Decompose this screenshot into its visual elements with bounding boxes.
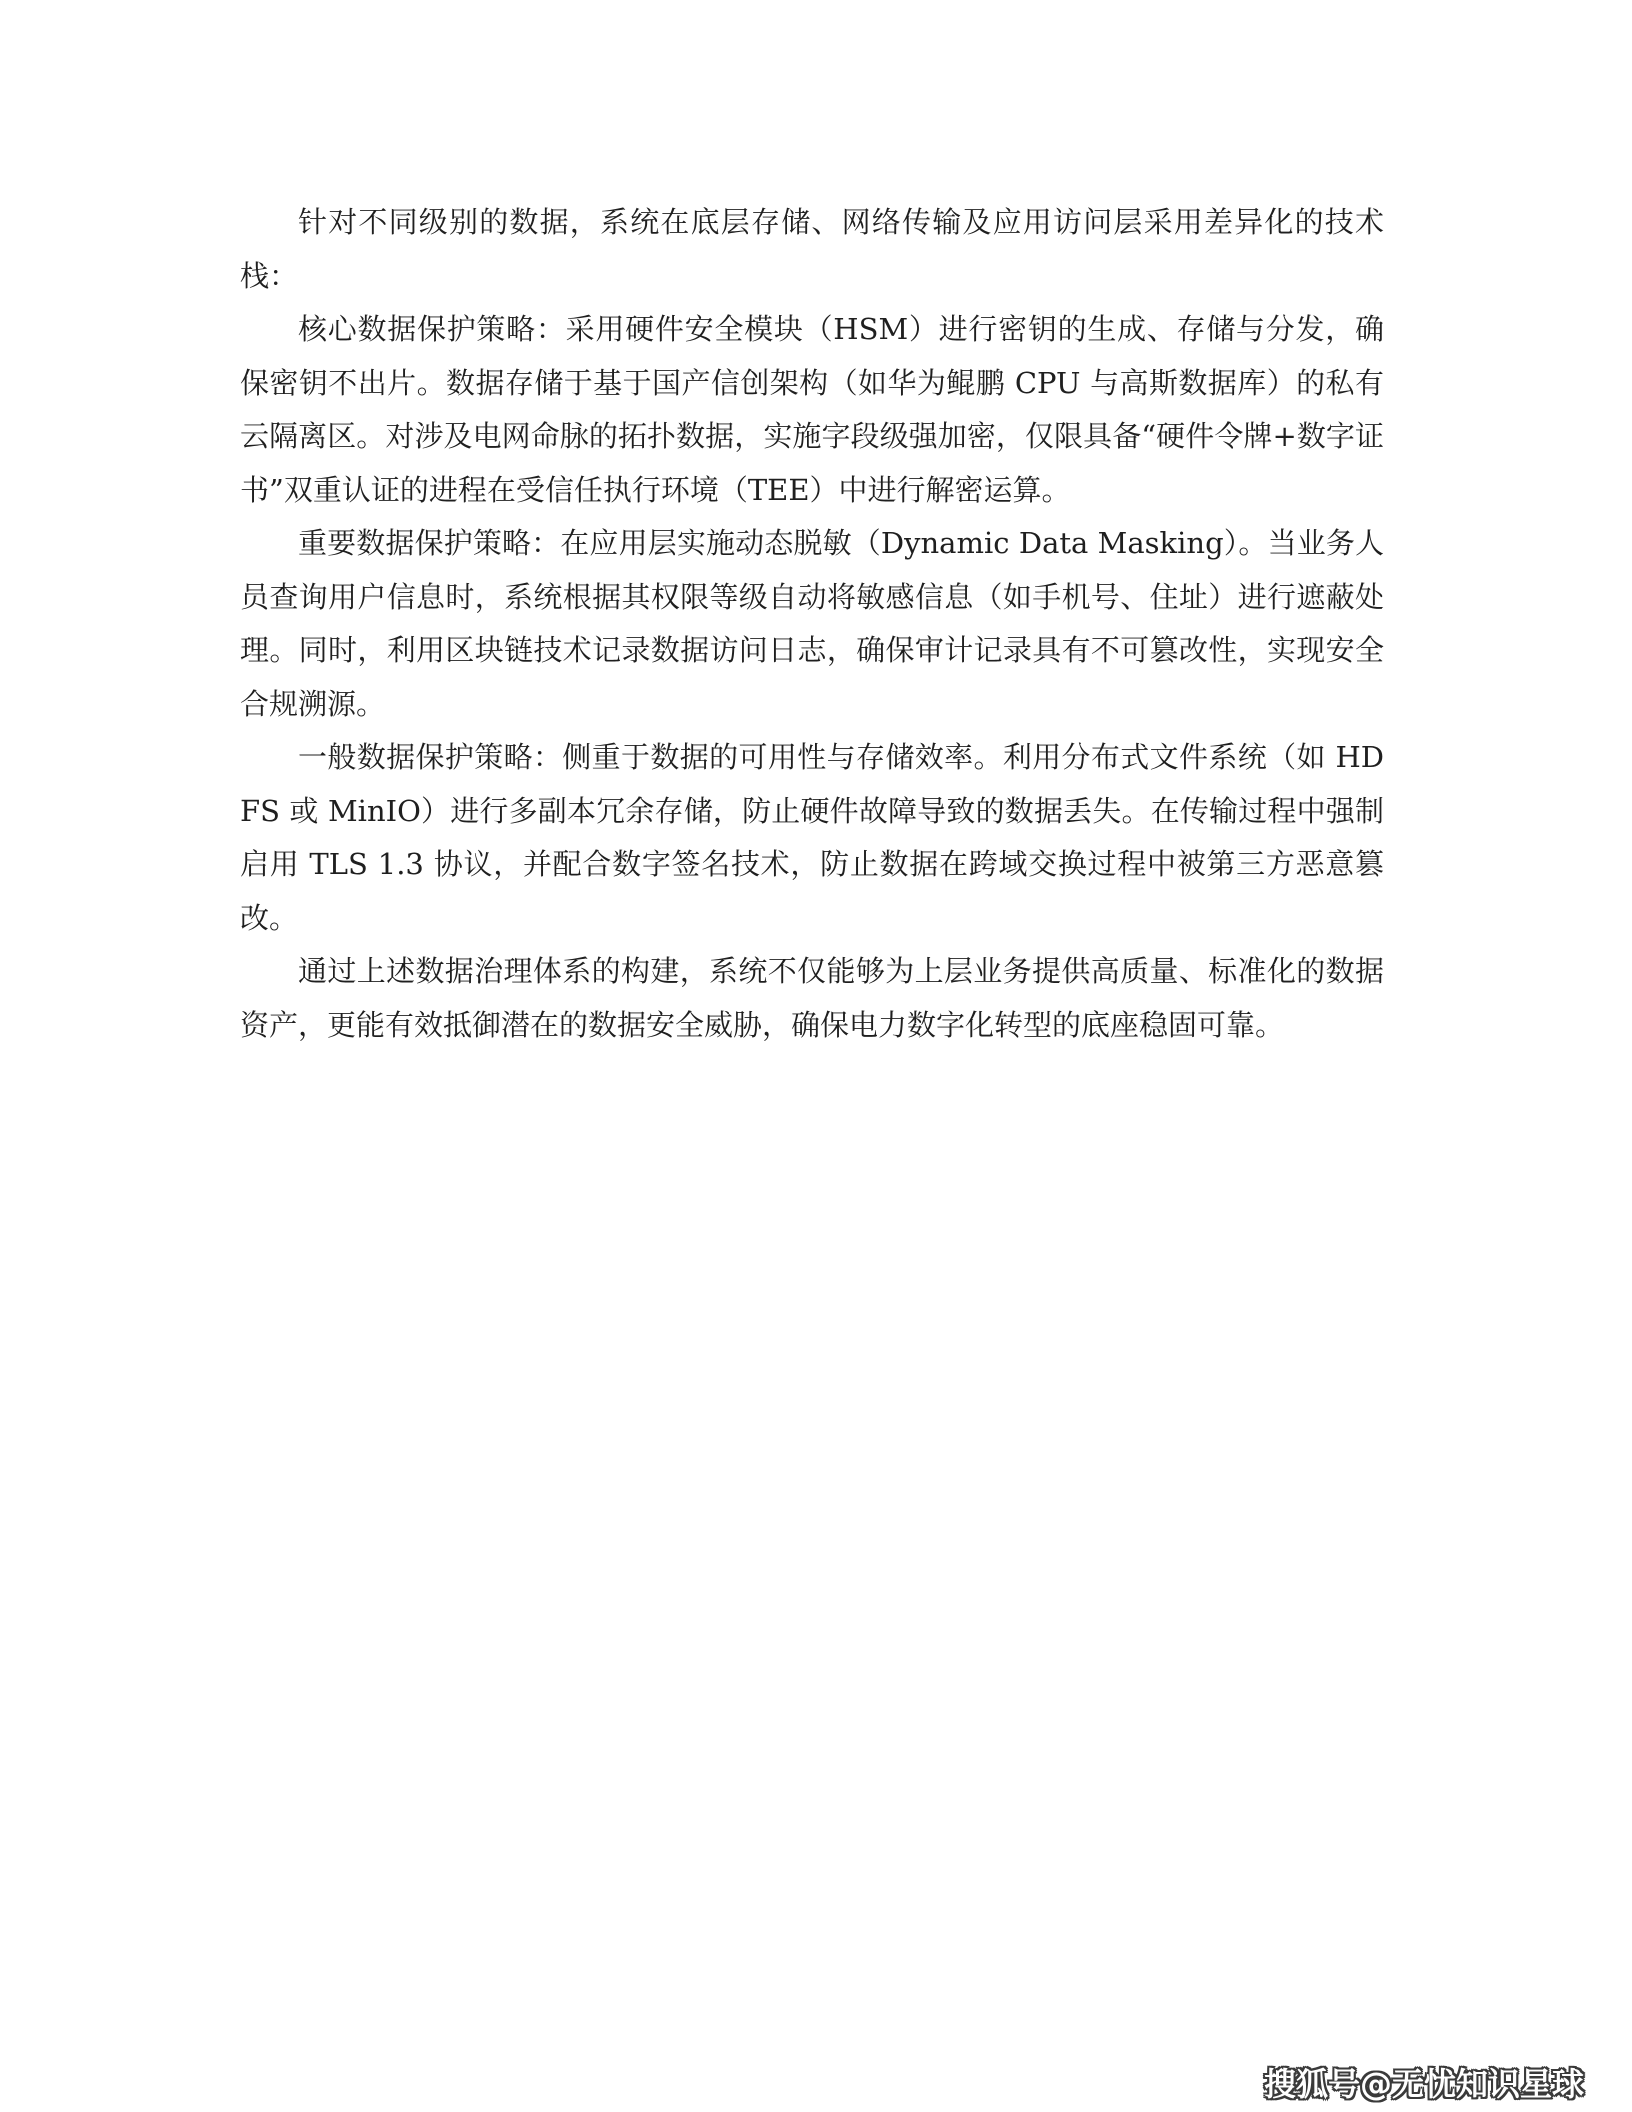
paragraph-important-data-protection: 重要数据保护策略：在应用层实施动态脱敏（Dynamic Data Masking）。当业务人员查询用户信息时，系统根据其权限等级自动将敏感信息（如手机号、住址）进行遮蔽处理。同时，利用区块链技术记录数据访问日志，确保审计记录具有不可篡改性，实现安全合规溯源。: [240, 526, 1384, 721]
watermark-text: 搜狐号@无忧知识星球: [1263, 2065, 1584, 2103]
paragraph-general-data-protection: 一般数据保护策略：侧重于数据的可用性与存储效率。利用分布式文件系统（如 HDFS 或 MinIO）进行多副本冗余存储，防止硬件故障导致的数据丢失。在传输过程中强制启用 TLS 1.3 协议，并配合数字签名技术，防止数据在跨域交换过程中被第三方恶意篡改。: [240, 740, 1384, 935]
paragraph-intro: 针对不同级别的数据，系统在底层存储、网络传输及应用访问层采用差异化的技术栈：: [240, 205, 1384, 293]
paragraph-conclusion: 通过上述数据治理体系的构建，系统不仅能够为上层业务提供高质量、标准化的数据资产，更能有效抵御潜在的数据安全威胁，确保电力数字化转型的底座稳固可靠。: [240, 954, 1384, 1042]
paragraph-core-data-protection: 核心数据保护策略：采用硬件安全模块（HSM）进行密钥的生成、存储与分发，确保密钥不出片。数据存储于基于国产信创架构（如华为鲲鹏 CPU 与高斯数据库）的私有云隔离区。对涉及电网命脉的拓扑数据，实施字段级强加密，仅限具备“硬件令牌+数字证书”双重认证的进程在受信任执行环境（TEE）中进行解密运算。: [240, 312, 1384, 507]
document-body: [240, 196, 1384, 1052]
